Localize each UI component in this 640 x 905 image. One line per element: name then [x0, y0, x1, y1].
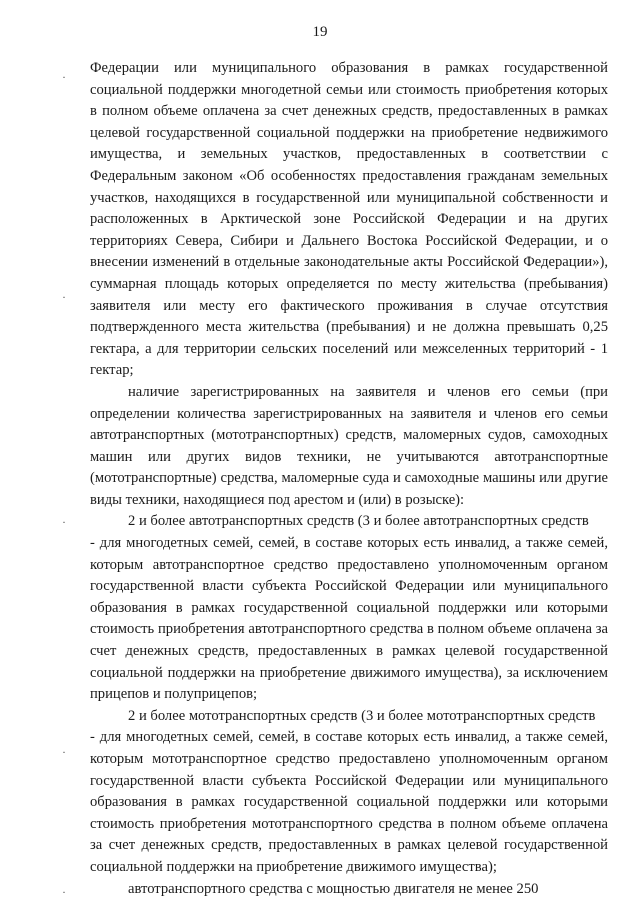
scan-mark: · — [62, 745, 66, 759]
paragraph-engine-power: автотранспортного средства с мощностью двигателя не менее 250 — [128, 880, 539, 897]
scan-mark: · — [62, 70, 66, 84]
paragraph-cars-lead: 2 и более автотранспортных средств (3 и более автотранспортных средств — [128, 513, 589, 530]
paragraph-motorcycles-lead: 2 и более мототранспортных средств (3 и более мототранспортных средств — [128, 707, 596, 724]
scan-mark: · — [62, 290, 66, 304]
paragraph-cars-detail: - для многодетных семей, семей, в составе которых есть инвалид, а также семей, которым автотранспортное средство предоставлено уполномоченным органом государственной власти субъекта Российской Федерации или муниципального образования в рамках государственной социальной поддержки или которыми стоимость приобретения автотранспортного средства в полном объеме оплачена за счет денежных средств, предоставленных в рамках целевой государственной социальной поддержки на приобретение движимого имущества), за исключением прицепов и полуприцепов; — [90, 535, 608, 703]
paragraph-land-plots: Федерации или муниципального образования в рамках государственной социальной поддержки многодетной семьи или стоимость приобретения которых в полном объеме оплачена за счет денежных средств, предоставленных в рамках целевой государственной социальной поддержки на приобретение недвижимого имущества, и земельных участков, предоставленных в соответствии с Федеральным законом «Об особенностях предоставления гражданам земельных участков, находящихся в государственной или муниципальной собственности и расположенных в Арктической зоне Российской Федерации и на других территориях Севера, Сибири и Дальнего Востока Российской Федерации, и о внесении изменений в отдельные законодательные акты Российской Федерации»), суммарная площадь которых определяется по месту жительства (пребывания) заявителя или месту его фактического проживания в случае отсутствия подтвержденного места жительства (пребывания) и не должна превышать 0,25 гектара, а для территории сельских поселений или межселенных территорий - 1 гектар; — [90, 60, 608, 379]
document-body — [90, 58, 608, 900]
paragraph-vehicles-intro: наличие зарегистрированных на заявителя и членов его семьи (при определении количества зарегистрированных на заявителя и членов его семьи автотранспортных (мототранспортных) средств, маломерных судов, самоходных машин или других видов техники, не учитываются автотранспортные (мототранспортные) средства, маломерные суда и самоходные машины или другие виды техники, находящиеся под арестом и (или) в розыске): — [90, 383, 608, 508]
paragraph-motorcycles-detail: - для многодетных семей, семей, в составе которых есть инвалид, а также семей, которым мототранспортное средство предоставлено уполномоченным органом государственной власти субъекта Российской Федерации или муниципального образования в рамках государственной социальной поддержки или которыми стоимость приобретения мототранспортного средства в полном объеме оплачена за счет денежных средств, предоставленных в рамках целевой государственной социальной поддержки на приобретение движимого имущества); — [90, 729, 608, 875]
page-number: 19 — [312, 24, 328, 40]
scan-mark: · — [62, 515, 66, 529]
scan-mark: · — [62, 885, 66, 899]
